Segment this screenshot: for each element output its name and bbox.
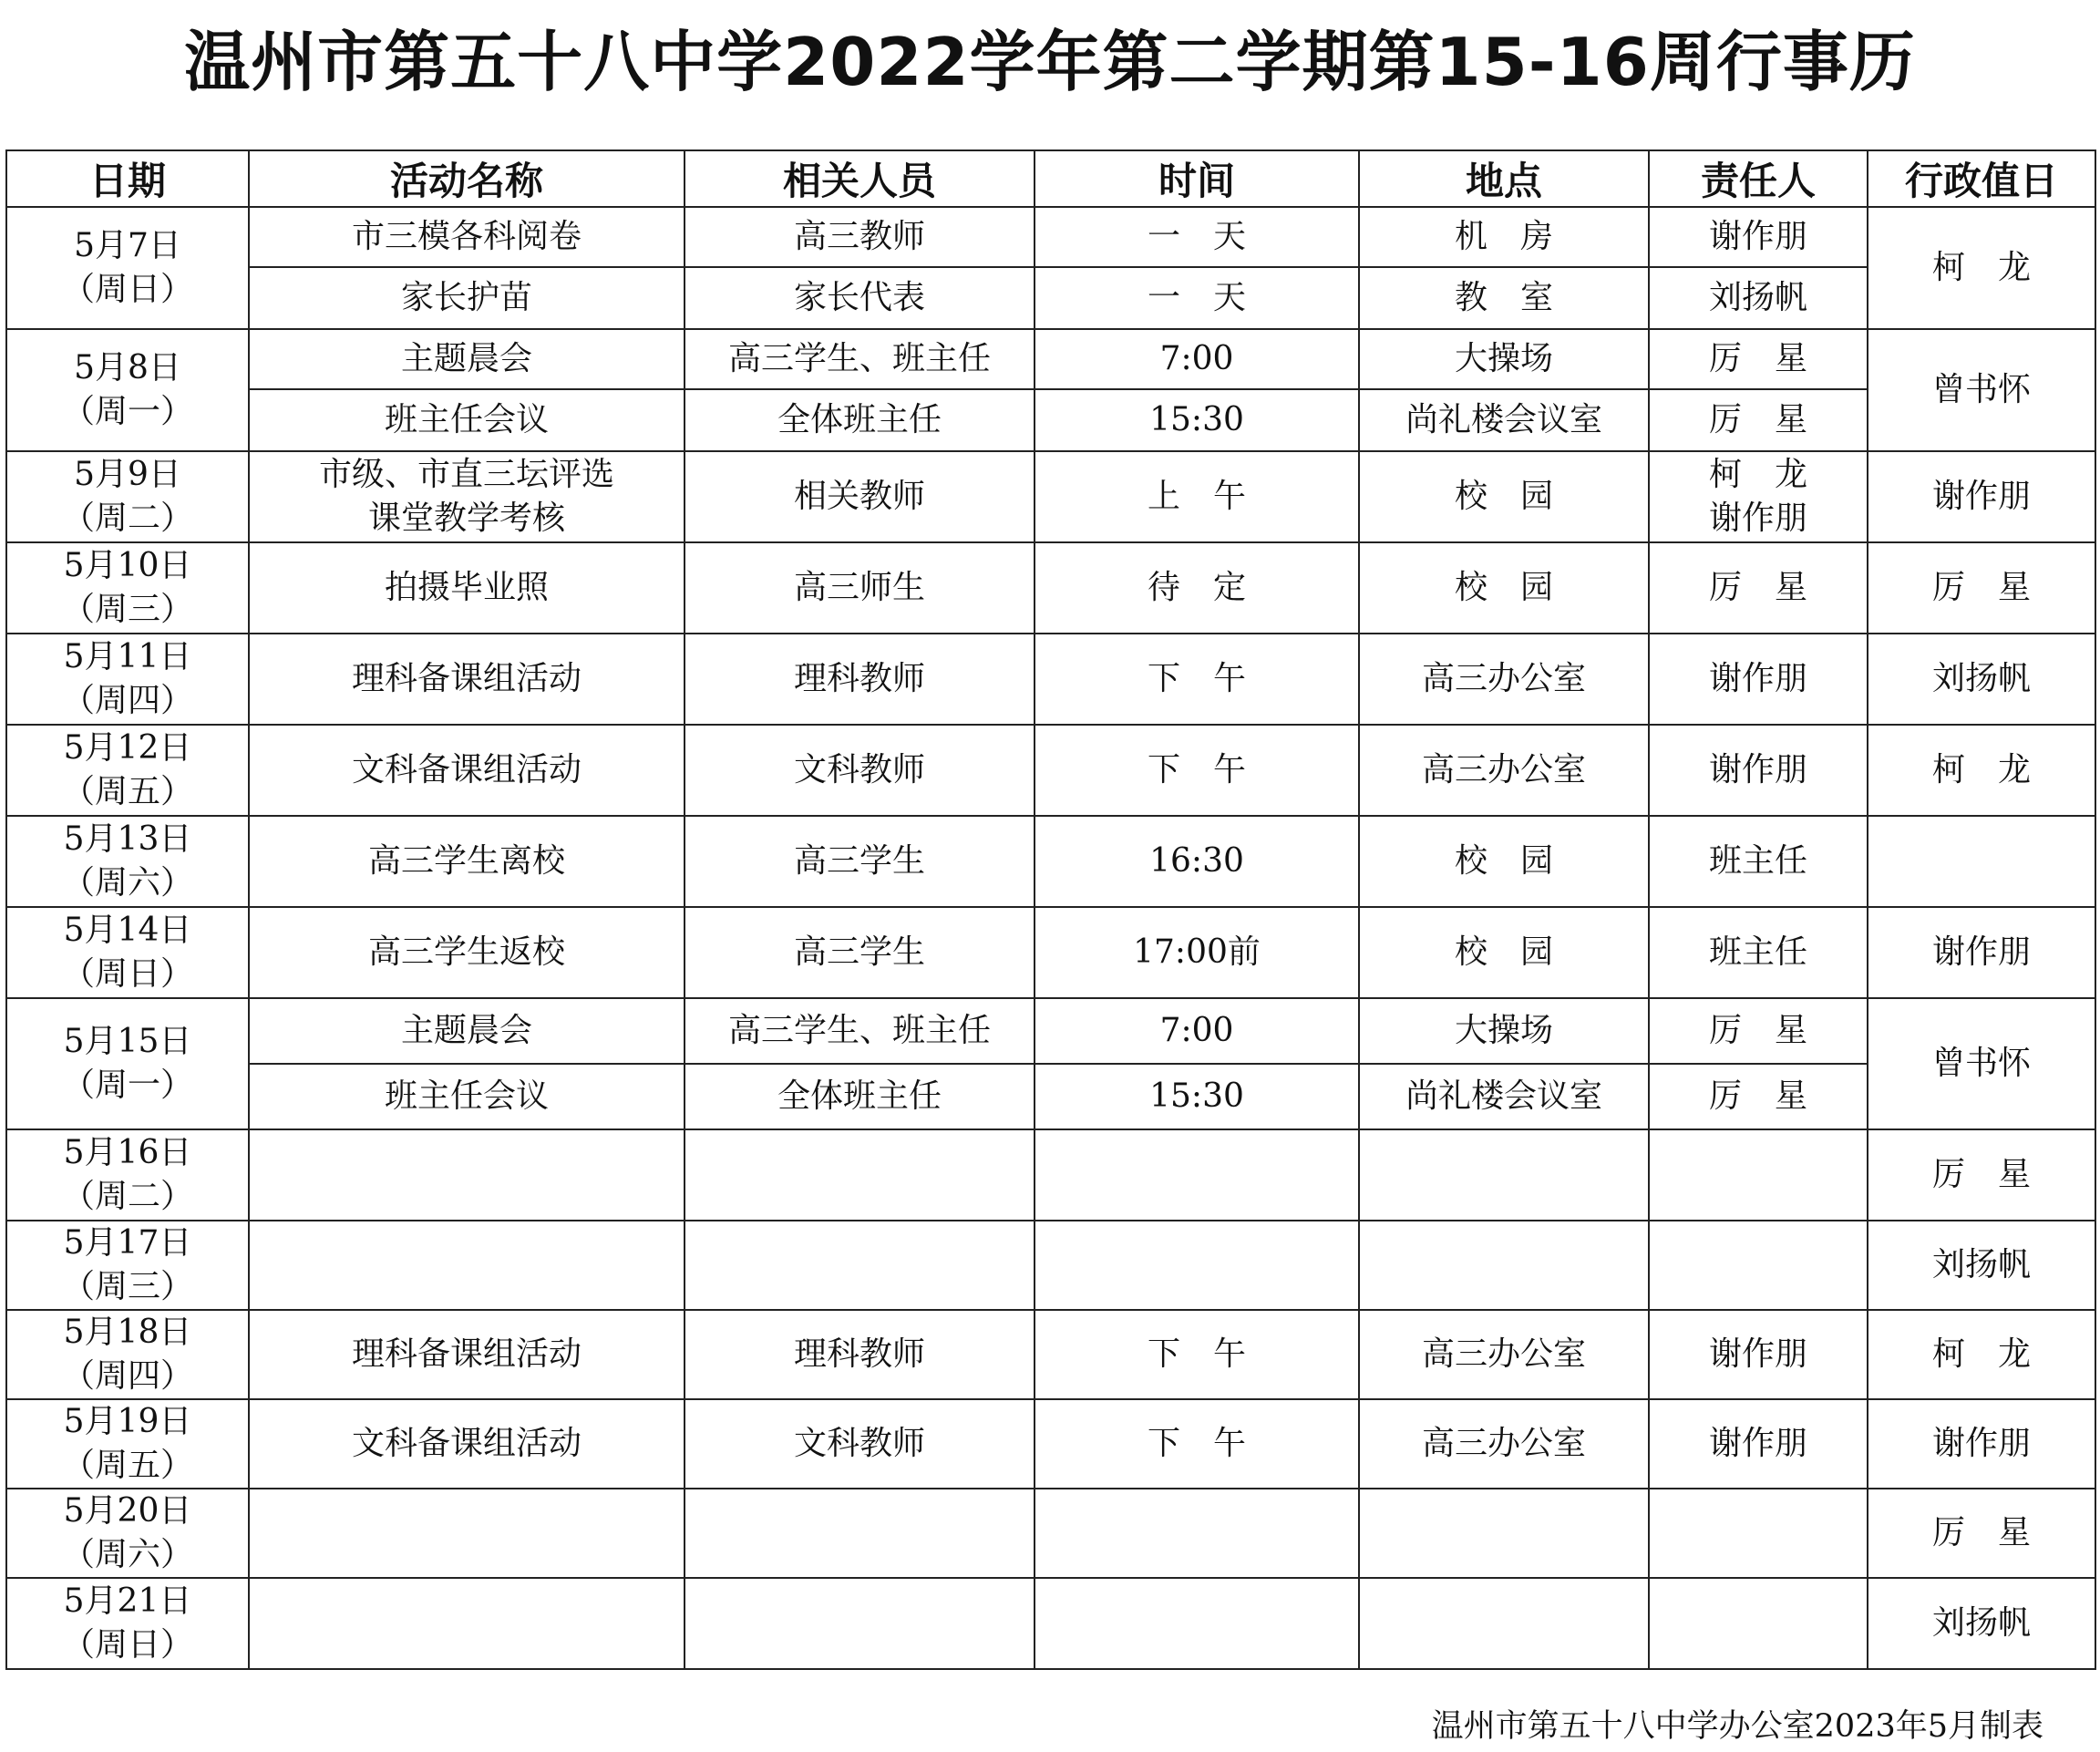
owner-cell [1649,998,1868,1064]
activity-cell [249,907,685,998]
duty-cell: 谢作朋 [1868,451,2095,542]
date-cell [6,1221,249,1310]
date-label: 5月21日 [63,1582,192,1620]
table-row [6,207,2095,267]
owner-cell [1649,1489,1868,1578]
date-cell [6,907,249,998]
place-cell [1359,1221,1649,1310]
time-cell [1035,1578,1359,1669]
place-cell: 尚礼楼会议室 [1359,389,1649,451]
page-title: 温州市第五十八中学2022学年第二学期第15-16周行事历 [184,24,1916,100]
people-cell: 全体班主任 [685,1064,1035,1129]
date-label: 5月12日 [63,729,192,767]
date-cell [6,1310,249,1399]
date-label: 5月11日 [63,638,192,675]
activity-cell [249,329,685,389]
owner-cell [1649,1064,1868,1129]
owner-name: 刘扬帆 [1708,279,1807,316]
table-row [6,1578,2095,1669]
owner-cell [1649,1221,1868,1310]
owner-cell [1649,1129,1868,1221]
weekday-label: （周三） [61,591,193,628]
date-cell [6,1129,249,1221]
owner-cell [1649,907,1868,998]
place-cell [1359,1489,1649,1578]
owner-name: 班主任 [1708,933,1807,971]
people-cell: 文科教师 [685,725,1035,816]
people-cell: 理科教师 [685,1310,1035,1399]
owner-name-line2: 谢作朋 [1708,500,1807,537]
weekday-label: （周五） [61,773,193,810]
table-row [6,1399,2095,1489]
date-label: 5月7日 [74,227,181,264]
weekday-label: （周四） [61,1357,193,1395]
owner-cell [1649,1578,1868,1669]
date-cell [6,998,249,1129]
activity-cell [249,1578,685,1669]
date-cell [6,542,249,634]
place-cell: 大操场 [1359,998,1649,1064]
activity-cell [249,389,685,451]
owner-cell [1649,725,1868,816]
place-cell: 校 园 [1359,451,1649,542]
header-row [6,150,2095,207]
weekday-label: （周六） [61,1536,193,1573]
owner-name: 厉 星 [1708,340,1807,377]
owner-name: 谢作朋 [1708,1335,1807,1373]
activity-name: 高三学生返校 [367,933,565,971]
activity-name: 拍摄毕业照 [384,569,549,606]
place-cell: 高三办公室 [1359,1310,1649,1399]
place-cell: 校 园 [1359,907,1649,998]
place-cell: 校 园 [1359,816,1649,907]
table-row [6,1310,2095,1399]
weekday-label: （周三） [61,1268,193,1305]
owner-name: 厉 星 [1708,569,1807,606]
time-cell: 下 午 [1035,1399,1359,1489]
duty-cell [1868,816,2095,907]
activity-name: 市级、市直三坛评选 [318,456,614,493]
table-row [6,634,2095,725]
activity-name: 高三学生离校 [367,842,565,880]
table-row [6,907,2095,998]
duty-cell: 厉 星 [1868,1129,2095,1221]
activity-name: 班主任会议 [384,1077,549,1115]
duty-cell: 厉 星 [1868,542,2095,634]
owner-cell [1649,451,1868,542]
date-cell [6,1489,249,1578]
table-row [6,1129,2095,1221]
place-cell [1359,1129,1649,1221]
duty-cell: 谢作朋 [1868,1399,2095,1489]
activity-name: 理科备课组活动 [351,1335,582,1373]
owner-name: 班主任 [1708,842,1807,880]
owner-cell [1649,816,1868,907]
date-cell [6,451,249,542]
date-label: 5月16日 [63,1134,192,1171]
date-label: 5月18日 [63,1314,192,1351]
activity-name: 文科备课组活动 [351,751,582,788]
header-date: 日期 [6,150,249,207]
activity-cell [249,451,685,542]
date-cell [6,329,249,451]
table-row [6,1489,2095,1578]
activity-cell [249,816,685,907]
table-row [6,816,2095,907]
header-time: 时间 [1035,150,1359,207]
people-cell: 高三教师 [685,207,1035,267]
owner-cell [1649,634,1868,725]
activity-name-line2: 课堂教学考核 [367,500,565,537]
place-cell: 高三办公室 [1359,1399,1649,1489]
date-cell [6,634,249,725]
schedule-body [6,207,2095,1669]
people-cell: 家长代表 [685,267,1035,329]
activity-cell [249,1129,685,1221]
time-cell: 下 午 [1035,725,1359,816]
table-row [6,1064,2095,1129]
time-cell: 一 天 [1035,207,1359,267]
duty-cell: 柯 龙 [1868,1310,2095,1399]
date-label: 5月8日 [74,349,181,386]
duty-cell: 曾书怀 [1868,998,2095,1129]
owner-cell [1649,207,1868,267]
duty-cell: 柯 龙 [1868,725,2095,816]
time-cell: 下 午 [1035,634,1359,725]
header-place: 地点 [1359,150,1649,207]
table-row [6,267,2095,329]
activity-cell [249,542,685,634]
people-cell [685,1578,1035,1669]
owner-cell [1649,267,1868,329]
time-cell [1035,1129,1359,1221]
table-row [6,451,2095,542]
people-cell: 相关教师 [685,451,1035,542]
people-cell: 高三学生 [685,907,1035,998]
header-people: 相关人员 [685,150,1035,207]
weekday-label: （周日） [61,1626,193,1664]
activity-cell [249,634,685,725]
activity-cell [249,998,685,1064]
activity-cell [249,1489,685,1578]
people-cell: 高三学生、班主任 [685,329,1035,389]
date-label: 5月20日 [63,1492,192,1530]
footer-note: 温州市第五十八中学办公室2023年5月制表 [1431,1708,2043,1745]
date-label: 5月10日 [63,547,192,584]
time-cell: 7:00 [1035,329,1359,389]
place-cell: 大操场 [1359,329,1649,389]
date-label: 5月15日 [63,1023,192,1060]
duty-cell: 曾书怀 [1868,329,2095,451]
time-cell: 7:00 [1035,998,1359,1064]
date-cell [6,207,249,329]
activity-cell [249,725,685,816]
owner-name: 谢作朋 [1708,751,1807,788]
owner-name: 柯 龙 [1708,456,1807,493]
weekday-label: （周一） [61,393,193,430]
activity-cell [249,1064,685,1129]
people-cell [685,1221,1035,1310]
owner-name: 谢作朋 [1708,1425,1807,1462]
place-cell: 教 室 [1359,267,1649,329]
place-cell: 尚礼楼会议室 [1359,1064,1649,1129]
weekday-label: （周四） [61,682,193,719]
time-cell: 上 午 [1035,451,1359,542]
people-cell: 高三学生、班主任 [685,998,1035,1064]
people-cell: 理科教师 [685,634,1035,725]
table-row [6,389,2095,451]
date-cell [6,1399,249,1489]
people-cell [685,1129,1035,1221]
people-cell: 全体班主任 [685,389,1035,451]
activity-name: 文科备课组活动 [351,1425,582,1462]
activity-name: 主题晨会 [400,1012,532,1049]
time-cell: 16:30 [1035,816,1359,907]
weekday-label: （周日） [61,271,193,308]
owner-name: 厉 星 [1708,1012,1807,1049]
duty-cell: 刘扬帆 [1868,1221,2095,1310]
people-cell: 高三师生 [685,542,1035,634]
time-cell: 15:30 [1035,1064,1359,1129]
time-cell: 一 天 [1035,267,1359,329]
owner-cell [1649,389,1868,451]
activity-name: 市三模各科阅卷 [351,218,582,255]
header-duty: 行政值日 [1868,150,2095,207]
weekday-label: （周二） [61,500,193,537]
people-cell: 文科教师 [685,1399,1035,1489]
weekday-label: （周二） [61,1178,193,1215]
activity-name: 家长护苗 [400,279,532,316]
date-label: 5月19日 [63,1403,192,1440]
date-cell [6,1578,249,1669]
owner-name: 谢作朋 [1708,218,1807,255]
activity-cell [249,1399,685,1489]
people-cell: 高三学生 [685,816,1035,907]
activity-cell [249,1310,685,1399]
date-label: 5月13日 [63,820,192,858]
table-row [6,542,2095,634]
place-cell: 高三办公室 [1359,725,1649,816]
weekday-label: （周日） [61,955,193,993]
place-cell: 机 房 [1359,207,1649,267]
table-row [6,1221,2095,1310]
duty-cell: 谢作朋 [1868,907,2095,998]
time-cell [1035,1489,1359,1578]
time-cell [1035,1221,1359,1310]
place-cell [1359,1578,1649,1669]
table-row [6,329,2095,389]
place-cell: 校 园 [1359,542,1649,634]
date-label: 5月14日 [63,912,192,949]
activity-name: 班主任会议 [384,401,549,438]
duty-cell: 柯 龙 [1868,207,2095,329]
activity-cell [249,207,685,267]
duty-cell: 厉 星 [1868,1489,2095,1578]
place-cell: 高三办公室 [1359,634,1649,725]
duty-cell: 刘扬帆 [1868,1578,2095,1669]
owner-name: 谢作朋 [1708,660,1807,697]
owner-name: 厉 星 [1708,1077,1807,1115]
date-cell [6,816,249,907]
activity-name: 主题晨会 [400,340,532,377]
duty-cell: 刘扬帆 [1868,634,2095,725]
time-cell: 待 定 [1035,542,1359,634]
time-cell: 下 午 [1035,1310,1359,1399]
owner-cell [1649,1399,1868,1489]
table-row [6,725,2095,816]
schedule-table [5,149,2096,1670]
header-owner: 责任人 [1649,150,1868,207]
time-cell: 17:00前 [1035,907,1359,998]
activity-cell [249,1221,685,1310]
activity-name: 理科备课组活动 [351,660,582,697]
people-cell [685,1489,1035,1578]
weekday-label: （周六） [61,864,193,902]
date-cell [6,725,249,816]
owner-cell [1649,329,1868,389]
owner-cell [1649,1310,1868,1399]
time-cell: 15:30 [1035,389,1359,451]
date-label: 5月17日 [63,1224,192,1262]
activity-cell [249,267,685,329]
table-row [6,998,2095,1064]
weekday-label: （周一） [61,1067,193,1104]
owner-cell [1649,542,1868,634]
weekday-label: （周五） [61,1447,193,1484]
header-activity: 活动名称 [249,150,685,207]
date-label: 5月9日 [74,456,181,493]
owner-name: 厉 星 [1708,401,1807,438]
